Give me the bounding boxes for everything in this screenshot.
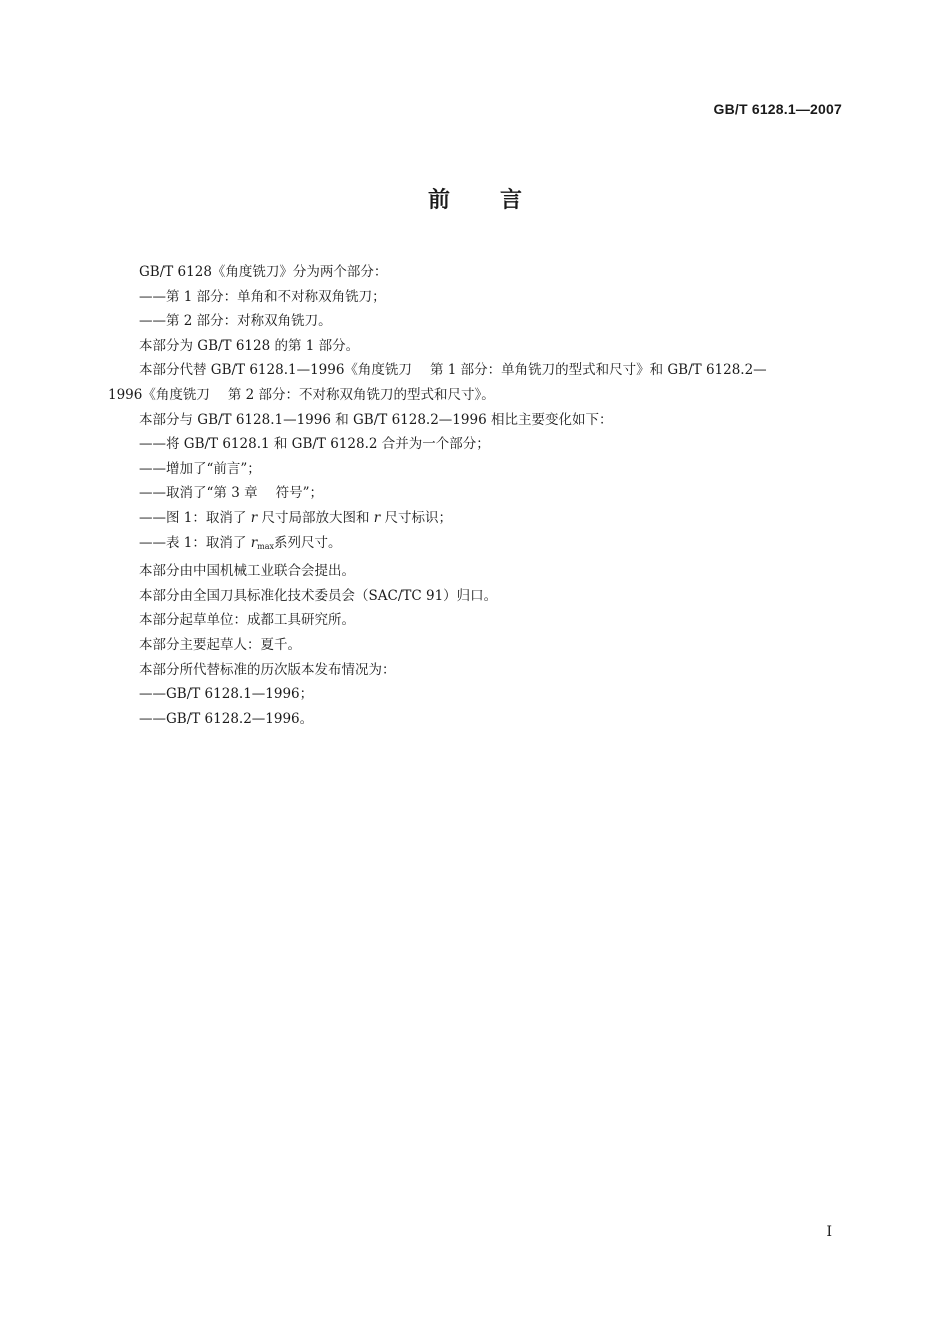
list-item: ——GB/T 6128.2—1996。	[139, 710, 314, 727]
page-number: I	[826, 1224, 832, 1240]
symbol-r: r	[250, 534, 258, 551]
list-item	[108, 506, 843, 531]
text-run: 尺寸局部放大图和	[261, 509, 370, 526]
text-run: ——图 1：取消了	[139, 509, 247, 526]
paragraph-replace-line2	[108, 383, 843, 408]
text-run: ——表 1：取消了	[139, 534, 247, 551]
text-run: 符号”；	[275, 485, 323, 502]
text-run: ——取消了“第 3 章	[139, 485, 258, 502]
foreword-body	[108, 260, 843, 731]
paragraph: 本部分为 GB/T 6128 的第 1 部分。	[139, 337, 360, 354]
paragraph: 本部分由全国刀具标准化技术委员会（SAC/TC 91）归口。	[139, 587, 498, 604]
paragraph: GB/T 6128《角度铣刀》分为两个部分：	[139, 264, 388, 280]
list-item: ——GB/T 6128.1—1996；	[139, 686, 314, 703]
list-item: ——第 1 部分：单角和不对称双角铣刀；	[139, 288, 386, 305]
list-item: ——第 2 部分：对称双角铣刀。	[139, 313, 332, 330]
paragraph: 本部分主要起草人：夏千。	[139, 636, 301, 653]
subscript-max: max	[257, 541, 275, 551]
paragraph: 本部分与 GB/T 6128.1—1996 和 GB/T 6128.2—1996 相比主要变化如下：	[139, 411, 613, 428]
symbol-r: r	[373, 509, 381, 526]
paragraph: 本部分由中国机械工业联合会提出。	[139, 563, 355, 580]
paragraph: 本部分起草单位：成都工具研究所。	[139, 612, 355, 629]
text-run: 1996《角度铣刀	[108, 386, 210, 403]
list-item: ——将 GB/T 6128.1 和 GB/T 6128.2 合并为一个部分；	[139, 436, 490, 453]
page-title: 前言	[427, 188, 572, 213]
paragraph-replace-line1	[108, 358, 843, 383]
text-run: 第 1 部分：单角铣刀的型式和尺寸》和 GB/T 6128.2—	[429, 362, 767, 379]
text-run: 尺寸标识；	[384, 509, 453, 526]
list-item	[108, 481, 843, 506]
text-run: 本部分代替 GB/T 6128.1—1996《角度铣刀	[139, 362, 412, 379]
symbol-r: r	[250, 509, 258, 526]
standard-code: GB/T 6128.1—2007	[713, 101, 842, 117]
list-item	[108, 531, 843, 560]
text-run: 系列尺寸。	[274, 534, 342, 551]
text-run: 第 2 部分：不对称双角铣刀的型式和尺寸》。	[227, 386, 495, 403]
paragraph: 本部分所代替标准的历次版本发布情况为：	[139, 661, 396, 678]
list-item: ——增加了“前言”；	[139, 460, 261, 477]
